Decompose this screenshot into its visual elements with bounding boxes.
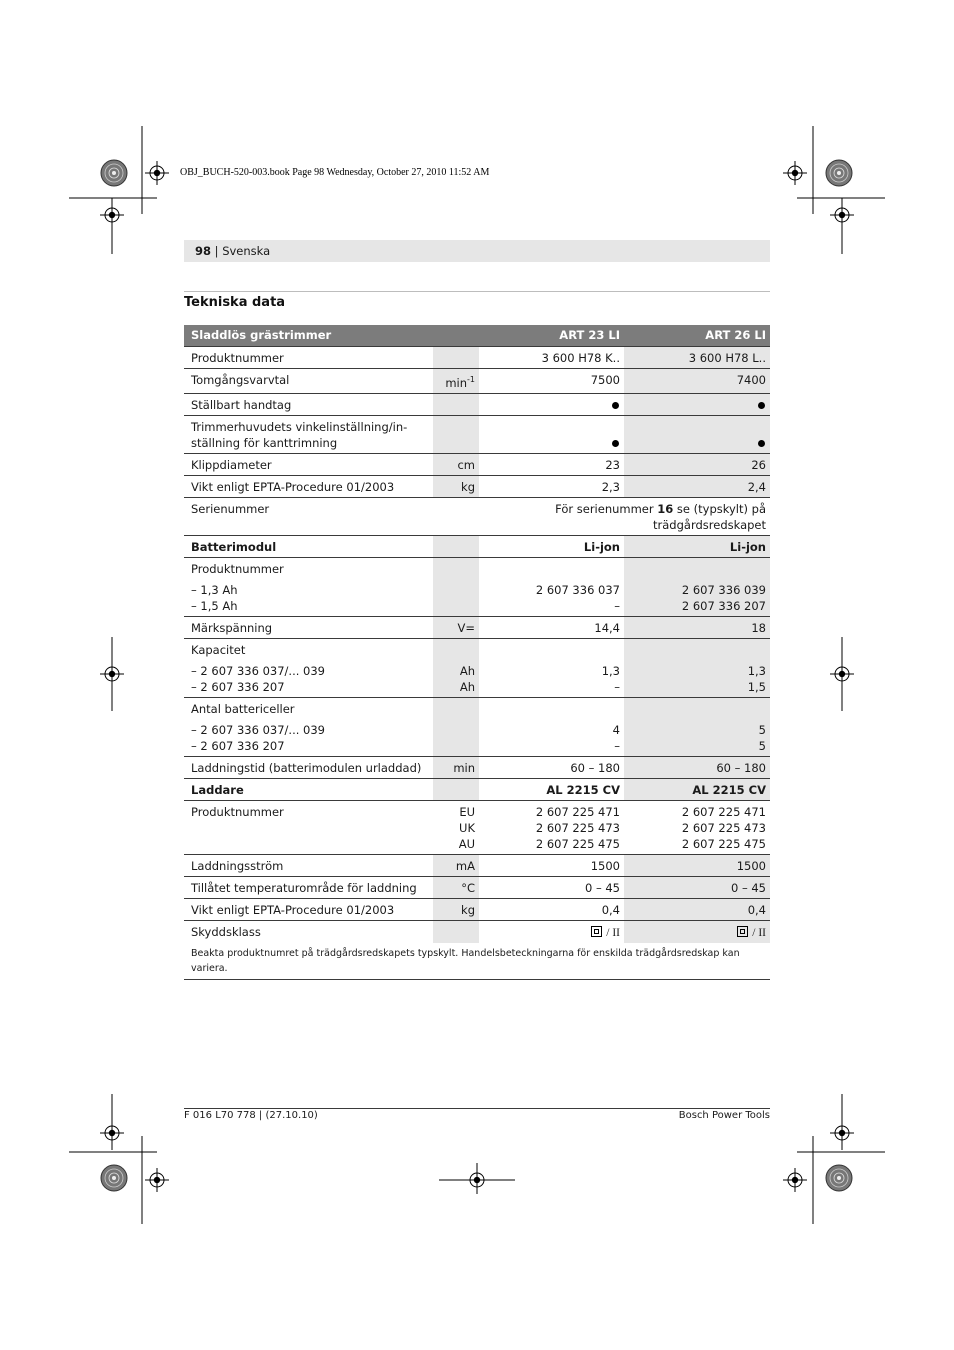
- sub-item: – 1,3 Ah: [191, 582, 238, 597]
- table-footnote-row: [184, 943, 770, 980]
- protection-class-ii-icon: [737, 926, 748, 937]
- section-rule: [184, 291, 770, 292]
- row-value-1: [479, 393, 624, 415]
- row-label: Vikt enligt EPTA-Procedure 01/2003: [184, 475, 433, 497]
- page-number: 98: [195, 244, 212, 258]
- sub-unit: UK: [459, 820, 475, 835]
- row-label: [184, 557, 433, 616]
- row-unit: kg: [433, 475, 479, 497]
- sub-unit: EU: [459, 804, 475, 819]
- row-value-2: 60 – 180: [624, 756, 770, 778]
- row-unit: [433, 535, 479, 557]
- row-value-2: 26: [624, 453, 770, 475]
- row-label: Vikt enligt EPTA-Procedure 01/2003: [184, 898, 433, 920]
- row-value-2: [624, 415, 770, 453]
- row-unit: $\min^{-1}$: [433, 369, 479, 394]
- registration-mark-icon: [783, 161, 807, 185]
- row-value-2: 18: [624, 616, 770, 638]
- row-label: Tomgångsvarvtal: [184, 369, 433, 394]
- row-unit: cm: [433, 453, 479, 475]
- header-model-1: ART 23 LI: [479, 325, 624, 347]
- row-label: [184, 415, 433, 453]
- table-row: [184, 876, 770, 898]
- sub-value: –: [614, 679, 620, 694]
- serial-text: [433, 497, 770, 535]
- protection-class-ii-icon: [591, 926, 602, 937]
- footer-doc-number: F 016 L70 778 | (27.10.10): [184, 1110, 318, 1121]
- row-value-1: [479, 800, 624, 854]
- table-row: [184, 347, 770, 369]
- sub-value: 1,3: [601, 663, 620, 678]
- sub-item: – 1,5 Ah: [191, 598, 238, 613]
- row-label: Laddningstid (batterimodulen urladdad): [184, 756, 433, 778]
- table-row: [184, 557, 770, 616]
- row-label: Produktnummer: [184, 800, 433, 854]
- sub-value: 2 607 225 475: [535, 836, 620, 851]
- row-unit: mA: [433, 854, 479, 876]
- table-row: [184, 638, 770, 697]
- bullet-dot-icon: [758, 402, 765, 409]
- sub-unit: AU: [458, 836, 475, 851]
- sub-value: 2 607 225 471: [681, 804, 766, 819]
- row-unit: [433, 778, 479, 800]
- registration-mark-icon: [100, 203, 124, 227]
- sub-item: – 2 607 336 037/... 039: [191, 663, 325, 678]
- row-value-2: [624, 800, 770, 854]
- sub-value: –: [614, 738, 620, 753]
- row-value-1: [479, 557, 624, 616]
- battery-section-row: [184, 535, 770, 557]
- sub-value: 2 607 225 473: [681, 820, 766, 835]
- protection-class-text: / II: [752, 926, 766, 939]
- header-unit: [433, 325, 479, 347]
- header-separator: |: [211, 244, 223, 258]
- table-row: [184, 800, 770, 854]
- sub-value: 5: [758, 738, 766, 753]
- row-value-1: AL 2215 CV: [479, 778, 624, 800]
- table-row: [184, 854, 770, 876]
- header-model-2: ART 26 LI: [624, 325, 770, 347]
- row-label: Produktnummer: [184, 347, 433, 369]
- serial-row: [184, 497, 770, 535]
- serial-text-after: se (typskylt) på trädgårdsredskapet: [653, 501, 766, 532]
- sub-value: 2 607 225 473: [535, 820, 620, 835]
- sub-value: 1,5: [747, 679, 766, 694]
- table-row: [184, 369, 770, 394]
- row-label: Laddare: [184, 778, 433, 800]
- row-value-1: 2,3: [479, 475, 624, 497]
- row-value-1: 14,4: [479, 616, 624, 638]
- page-header: [184, 240, 770, 262]
- header-language: Svenska: [222, 244, 271, 258]
- sub-value: 4: [612, 722, 620, 737]
- table-row: [184, 475, 770, 497]
- table-row: [184, 453, 770, 475]
- print-info-line: OBJ_BUCH-520-003.book Page 98 Wednesday, October 27, 2010 11:52 AM: [180, 167, 490, 178]
- color-target-icon: [101, 160, 127, 186]
- sub-unit: Ah: [459, 679, 475, 694]
- row-label: [184, 638, 433, 697]
- sub-value: 5: [758, 722, 766, 737]
- row-unit: [433, 697, 479, 756]
- row-label: Serienummer: [184, 497, 433, 535]
- row-value-2: 2,4: [624, 475, 770, 497]
- sub-item: – 2 607 336 037/... 039: [191, 722, 325, 737]
- row-label: Batterimodul: [184, 535, 433, 557]
- row-label-text: Kapacitet: [191, 642, 246, 657]
- row-unit: [433, 393, 479, 415]
- row-value-1: 23: [479, 453, 624, 475]
- row-value-2: [624, 697, 770, 756]
- row-value-1: 3 600 H78 K..: [479, 347, 624, 369]
- row-value-1: 60 – 180: [479, 756, 624, 778]
- charger-section-row: [184, 778, 770, 800]
- sub-value: 1,3: [747, 663, 766, 678]
- serial-text-before: För serienummer: [555, 501, 658, 516]
- color-target-icon: [826, 1165, 852, 1191]
- row-label-text: Trimmerhuvudets vinkelinställning/in-ställning för kanttrimning: [191, 419, 408, 450]
- color-target-icon: [101, 1165, 127, 1191]
- sub-item: – 2 607 336 207: [191, 679, 285, 694]
- row-unit: min: [433, 756, 479, 778]
- table-row: [184, 898, 770, 920]
- row-value-2: Li-jon: [624, 535, 770, 557]
- sub-value: 2 607 336 039: [681, 582, 766, 597]
- registration-mark-icon: [100, 662, 124, 686]
- row-label: Tillåtet temperaturområde för laddning: [184, 876, 433, 898]
- registration-mark-icon: [830, 1121, 854, 1145]
- registration-mark-icon: [830, 662, 854, 686]
- row-value-2: 3 600 H78 L..: [624, 347, 770, 369]
- row-value-1: [479, 638, 624, 697]
- table-row: [184, 756, 770, 778]
- row-value-1: Li-jon: [479, 535, 624, 557]
- row-unit: °C: [433, 876, 479, 898]
- row-label: Klippdiameter: [184, 453, 433, 475]
- row-value-1: [479, 697, 624, 756]
- table-footnote: Beakta produktnumret på trädgårdsredskapets typskylt. Handelsbeteckningarna för enskilda trädgårdsredskap kan variera.: [184, 943, 770, 980]
- sub-value: 2 607 225 475: [681, 836, 766, 851]
- sub-item: – 2 607 336 207: [191, 738, 285, 753]
- row-value-1: 7500: [479, 369, 624, 394]
- row-value-2: 0,4: [624, 898, 770, 920]
- sub-unit: Ah: [459, 663, 475, 678]
- row-unit: kg: [433, 898, 479, 920]
- row-value-1: 1500: [479, 854, 624, 876]
- footer-rule: [184, 1108, 770, 1109]
- registration-mark-icon: [830, 203, 854, 227]
- table-header-row: [184, 325, 770, 347]
- row-label: Laddningsström: [184, 854, 433, 876]
- row-value-2: [624, 557, 770, 616]
- protection-class-text: / II: [606, 926, 620, 939]
- row-value-2: AL 2215 CV: [624, 778, 770, 800]
- row-label: [184, 697, 433, 756]
- row-value-2: 0 – 45: [624, 876, 770, 898]
- serial-ref-number: 16: [657, 501, 674, 516]
- row-unit: [433, 557, 479, 616]
- row-value-2: [624, 638, 770, 697]
- registration-mark-icon: [145, 1168, 169, 1192]
- row-label-text: Antal battericeller: [191, 701, 295, 716]
- row-label: Ställbart handtag: [184, 393, 433, 415]
- row-value-1: [479, 415, 624, 453]
- row-value-1: 0,4: [479, 898, 624, 920]
- registration-mark-icon: [783, 1168, 807, 1192]
- table-row: [184, 415, 770, 453]
- section-title: Tekniska data: [184, 295, 286, 310]
- row-value-2: [624, 393, 770, 415]
- sub-value: 2 607 225 471: [535, 804, 620, 819]
- table-row: [184, 616, 770, 638]
- row-unit: [433, 347, 479, 369]
- table-row: [184, 920, 770, 943]
- row-unit: [433, 638, 479, 697]
- table-row: [184, 393, 770, 415]
- registration-mark-icon: [145, 161, 169, 185]
- row-label-text: Produktnummer: [191, 561, 284, 576]
- row-value-2: 7400: [624, 369, 770, 394]
- color-target-icon: [826, 160, 852, 186]
- bullet-dot-icon: [758, 440, 765, 447]
- bullet-dot-icon: [612, 440, 619, 447]
- row-unit: [433, 800, 479, 854]
- header-text: [195, 244, 270, 258]
- row-unit: V=: [433, 616, 479, 638]
- header-product: Sladdlös grästrimmer: [184, 325, 433, 347]
- row-value-1: [479, 920, 624, 943]
- row-value-1: 0 – 45: [479, 876, 624, 898]
- row-unit: [433, 415, 479, 453]
- sub-value: 2 607 336 037: [535, 582, 620, 597]
- sub-value: –: [614, 598, 620, 613]
- row-label: Skyddsklass: [191, 924, 261, 939]
- bullet-dot-icon: [612, 402, 619, 409]
- footer-brand: Bosch Power Tools: [678, 1110, 770, 1121]
- row-value-2: 1500: [624, 854, 770, 876]
- registration-mark-icon: [465, 1168, 489, 1192]
- tech-data-table: [184, 325, 770, 980]
- table-row: [184, 697, 770, 756]
- row-unit: [433, 920, 479, 943]
- sub-value: 2 607 336 207: [681, 598, 766, 613]
- row-value-2: [624, 920, 770, 943]
- registration-mark-icon: [100, 1121, 124, 1145]
- row-label: Märkspänning: [184, 616, 433, 638]
